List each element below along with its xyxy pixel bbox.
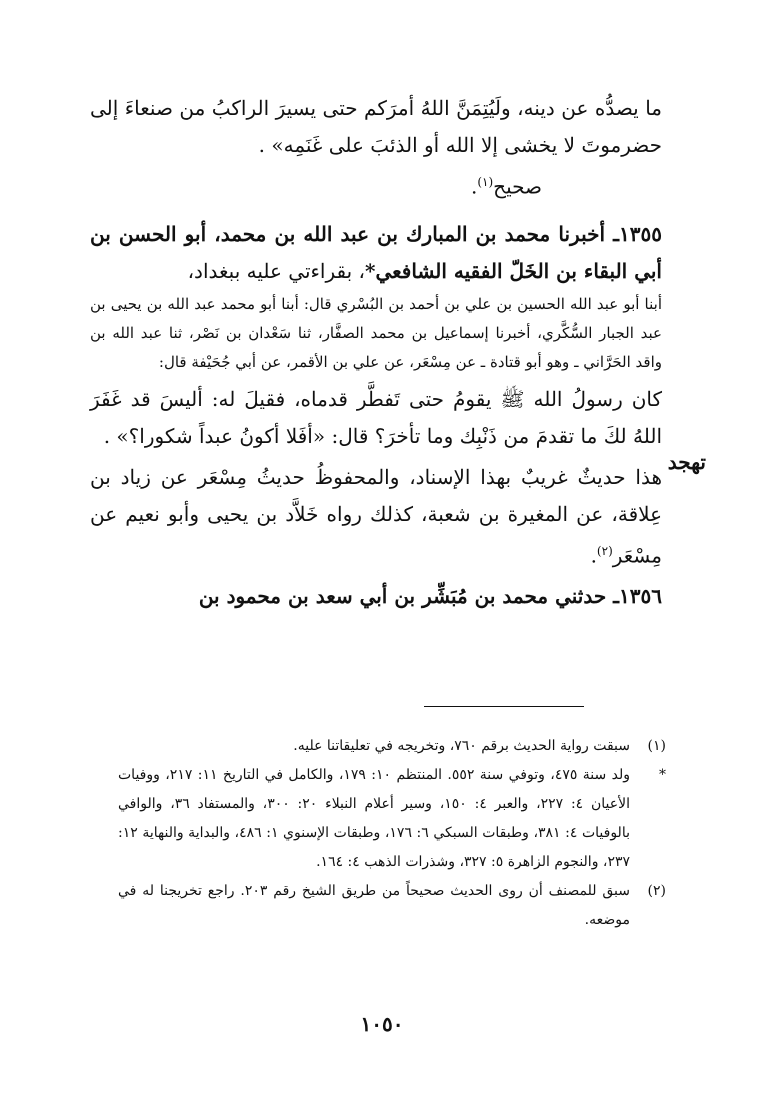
page-number: ١٠٥٠ — [360, 1012, 404, 1036]
footnote-2 — [118, 877, 666, 935]
footnote-ref-2[interactable]: (٢) — [596, 543, 613, 558]
hadith-1355-isnad: أبنا أبو عبد الله الحسين بن علي بن أحمد بن البُسْري قال: أبنا أبو محمد عبد الله بن يحيى بن عبد الجبار السُّكَّري، أخبرنا إسماعيل بن محمد الصفَّار، ثنا سَعْدان بن نَصْر، ثنا عبد الله بن واقد الحَرَّاني ـ وهو أبو قتادة ـ عن مِسْعَر، عن علي بن الأقمر، عن أبي جُحَيْفة قال: — [90, 294, 662, 371]
footnote-divider — [424, 706, 584, 707]
footnote-mark: (٢) — [647, 883, 666, 899]
hadith-1355-chain-head: ١٣٥٥ـ أخبرنا محمد بن المبارك بن عبد الله بن محمد، أبو الحسن بن أبي البقاء بن الخَلّ الفقيه الشافعي* — [90, 221, 662, 283]
grading-line — [90, 164, 662, 206]
margin-topic-label: تهجد — [667, 450, 706, 474]
footnote-star — [118, 761, 666, 877]
comment-tail: . — [590, 543, 597, 568]
paragraph-hadith-end: ما يصدُّه عن دينه، ولَيُتِمَنَّ اللهُ أمرَكم حتى يسيرَ الراكبُ من صنعاءَ إلى حضرموتَ لا يخشى إلا الله أو الذئبَ على غَنَمِه» . — [90, 96, 662, 157]
hadith-1355-comment — [90, 459, 662, 575]
hadith-1356-heading: ١٣٥٦ـ حدثني محمد بن مُبَشِّر بن أبي سعد بن محمود بن — [198, 584, 662, 609]
hadith-1355-chain-tail: ، بقراءتي عليه ببغداد، — [187, 258, 366, 283]
footnote-mark: (١) — [647, 738, 666, 754]
comment-text: هذا حديثٌ غريبٌ بهذا الإسناد، والمحفوظُ حديثُ مِسْعَر عن زياد بن عِلاقة، عن المغيرة بن شعبة، كذلك رواه خَلاَّد بن يحيى وأبو نعيم عن مِسْعَر — [90, 464, 662, 568]
footnote-mark: * — [659, 767, 666, 783]
footnotes — [118, 732, 666, 935]
hadith-1355-heading — [90, 216, 662, 290]
main-text — [90, 90, 662, 615]
footnote-text: ولد سنة ٤٧٥، وتوفي سنة ٥٥٢. المنتظم ١٠: ١٧٩، والكامل في التاريخ ١١: ٢١٧، ووفيات الأعيان ٤: ٢٢٧، والعبر ٤: ١٥٠، وسير أعلام النبلاء ٢٠: ٣٠٠، والمستفاد ٣٦، والوافي بالوفيات ٤: ٣٨١، وطبقات السبكي ٦: ١٧٦، وطبقات الإسنوي ١: ٤٨٦، والبداية والنهاية ١٢: ٢٣٧، والنجوم الزاهرة ٥: ٣٢٧، وشذرات الذهب ٤: ١٦٤. — [118, 767, 630, 870]
grading-label: صحيح — [493, 174, 542, 199]
grading-tail: . — [470, 174, 478, 199]
footnote-1 — [118, 732, 666, 761]
footnote-text: سبقت رواية الحديث برقم ٧٦٠، وتخريجه في تعليقاتنا عليه. — [293, 738, 630, 754]
hadith-1355-matn: كان رسولُ الله ﷺ يقومُ حتى تَفطَّر قدماه، فقيلَ له: أليسَ قد غَفَرَ اللهُ لكَ ما تقدمَ من ذَنْبِك وما تأخرَ؟ قال: «أفَلا أكونُ عبداً شكورا؟» . — [90, 386, 662, 448]
footnote-text: سبق للمصنف أن روى الحديث صحيحاً من طريق الشيخ رقم ٢٠٣. راجع تخريجنا له في موضعه. — [118, 883, 630, 928]
footnote-ref-1[interactable]: (١) — [477, 175, 494, 189]
